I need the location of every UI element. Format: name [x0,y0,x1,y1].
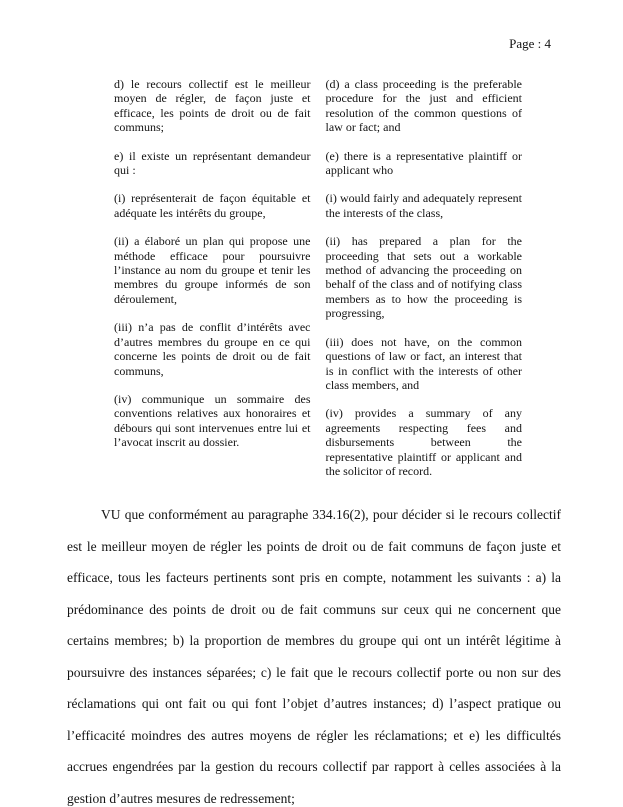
french-clause-ii: (ii) a élaboré un plan qui propose une méthode efficace pour poursuivre l’instance au nom du groupe et tenir les membres du groupe informés de son déroulement, [114,234,311,306]
bilingual-columns [114,77,522,478]
french-clause-iii: (iii) n’a pas de conflit d’intérêts avec d’autres membres du groupe en ce qui concerne les points de droit ou de fait communs, [114,320,311,378]
french-clause-d: d) le recours collectif est le meilleur moyen de régler, de façon juste et efficace, les points de droit ou de fait communs; [114,77,311,135]
french-clause-iv: (iv) communique un sommaire des conventions relatives aux honoraires et débours qui sont intervenues entre lui et l’avocat inscrit au dossier. [114,391,311,450]
english-clause-iii: (iii) does not have, on the common questions of law or fact, an interest that is in conflict with the interests of other class members, and [325,334,522,392]
english-clause-ii: (ii) has prepared a plan for the proceeding that sets out a workable method of advancing the proceeding on behalf of the class and of notifying class members as to how the proceeding is progressing, [325,234,522,321]
french-clause-e: e) il existe un représentant demandeur qui : [114,148,311,178]
french-clause-i: (i) représenterait de façon équitable et adéquate les intérêts du groupe, [114,191,311,220]
english-clause-d: (d) a class proceeding is the preferable procedure for the just and efficient resolution of the common questions of law or fact; and [325,77,522,135]
page-number: Page : 4 [509,36,551,51]
english-clause-e: (e) there is a representative plaintiff or applicant who [325,148,522,178]
english-clause-i: (i) would fairly and adequately represent the interests of the class, [325,191,522,220]
french-column [114,77,311,478]
english-column [326,77,523,478]
vu-considering-paragraph: VU que conformément au paragraphe 334.16(2), pour décider si le recours collectif est le meilleur moyen de régler les points de droit ou de fait communs de façon juste et efficace, tous les facteurs pertinents sont pris en compte, notamment les suivants : a) la prédominance des points de droit ou de fait communs sur ceux qui ne concernent que certains membres; b) la proportion de membres du groupe qui ont un intérêt légitime à poursuivre des instances séparées; c) le fait que le recours collectif porte ou non sur des réclamations qui ont fait ou qui font l’objet d’autres instances; d) l’aspect pratique ou l’efficacité moindres des autres moyens de régler les réclamations; et e) les difficultés accrues engendrées par la gestion du recours collectif par rapport à celles associées à la gestion d’autres mesures de redressement; [67,507,561,806]
english-clause-iv: (iv) provides a summary of any agreements respecting fees and disbursements between the representative plaintiff or applicant and the solicitor of record. [325,406,522,478]
